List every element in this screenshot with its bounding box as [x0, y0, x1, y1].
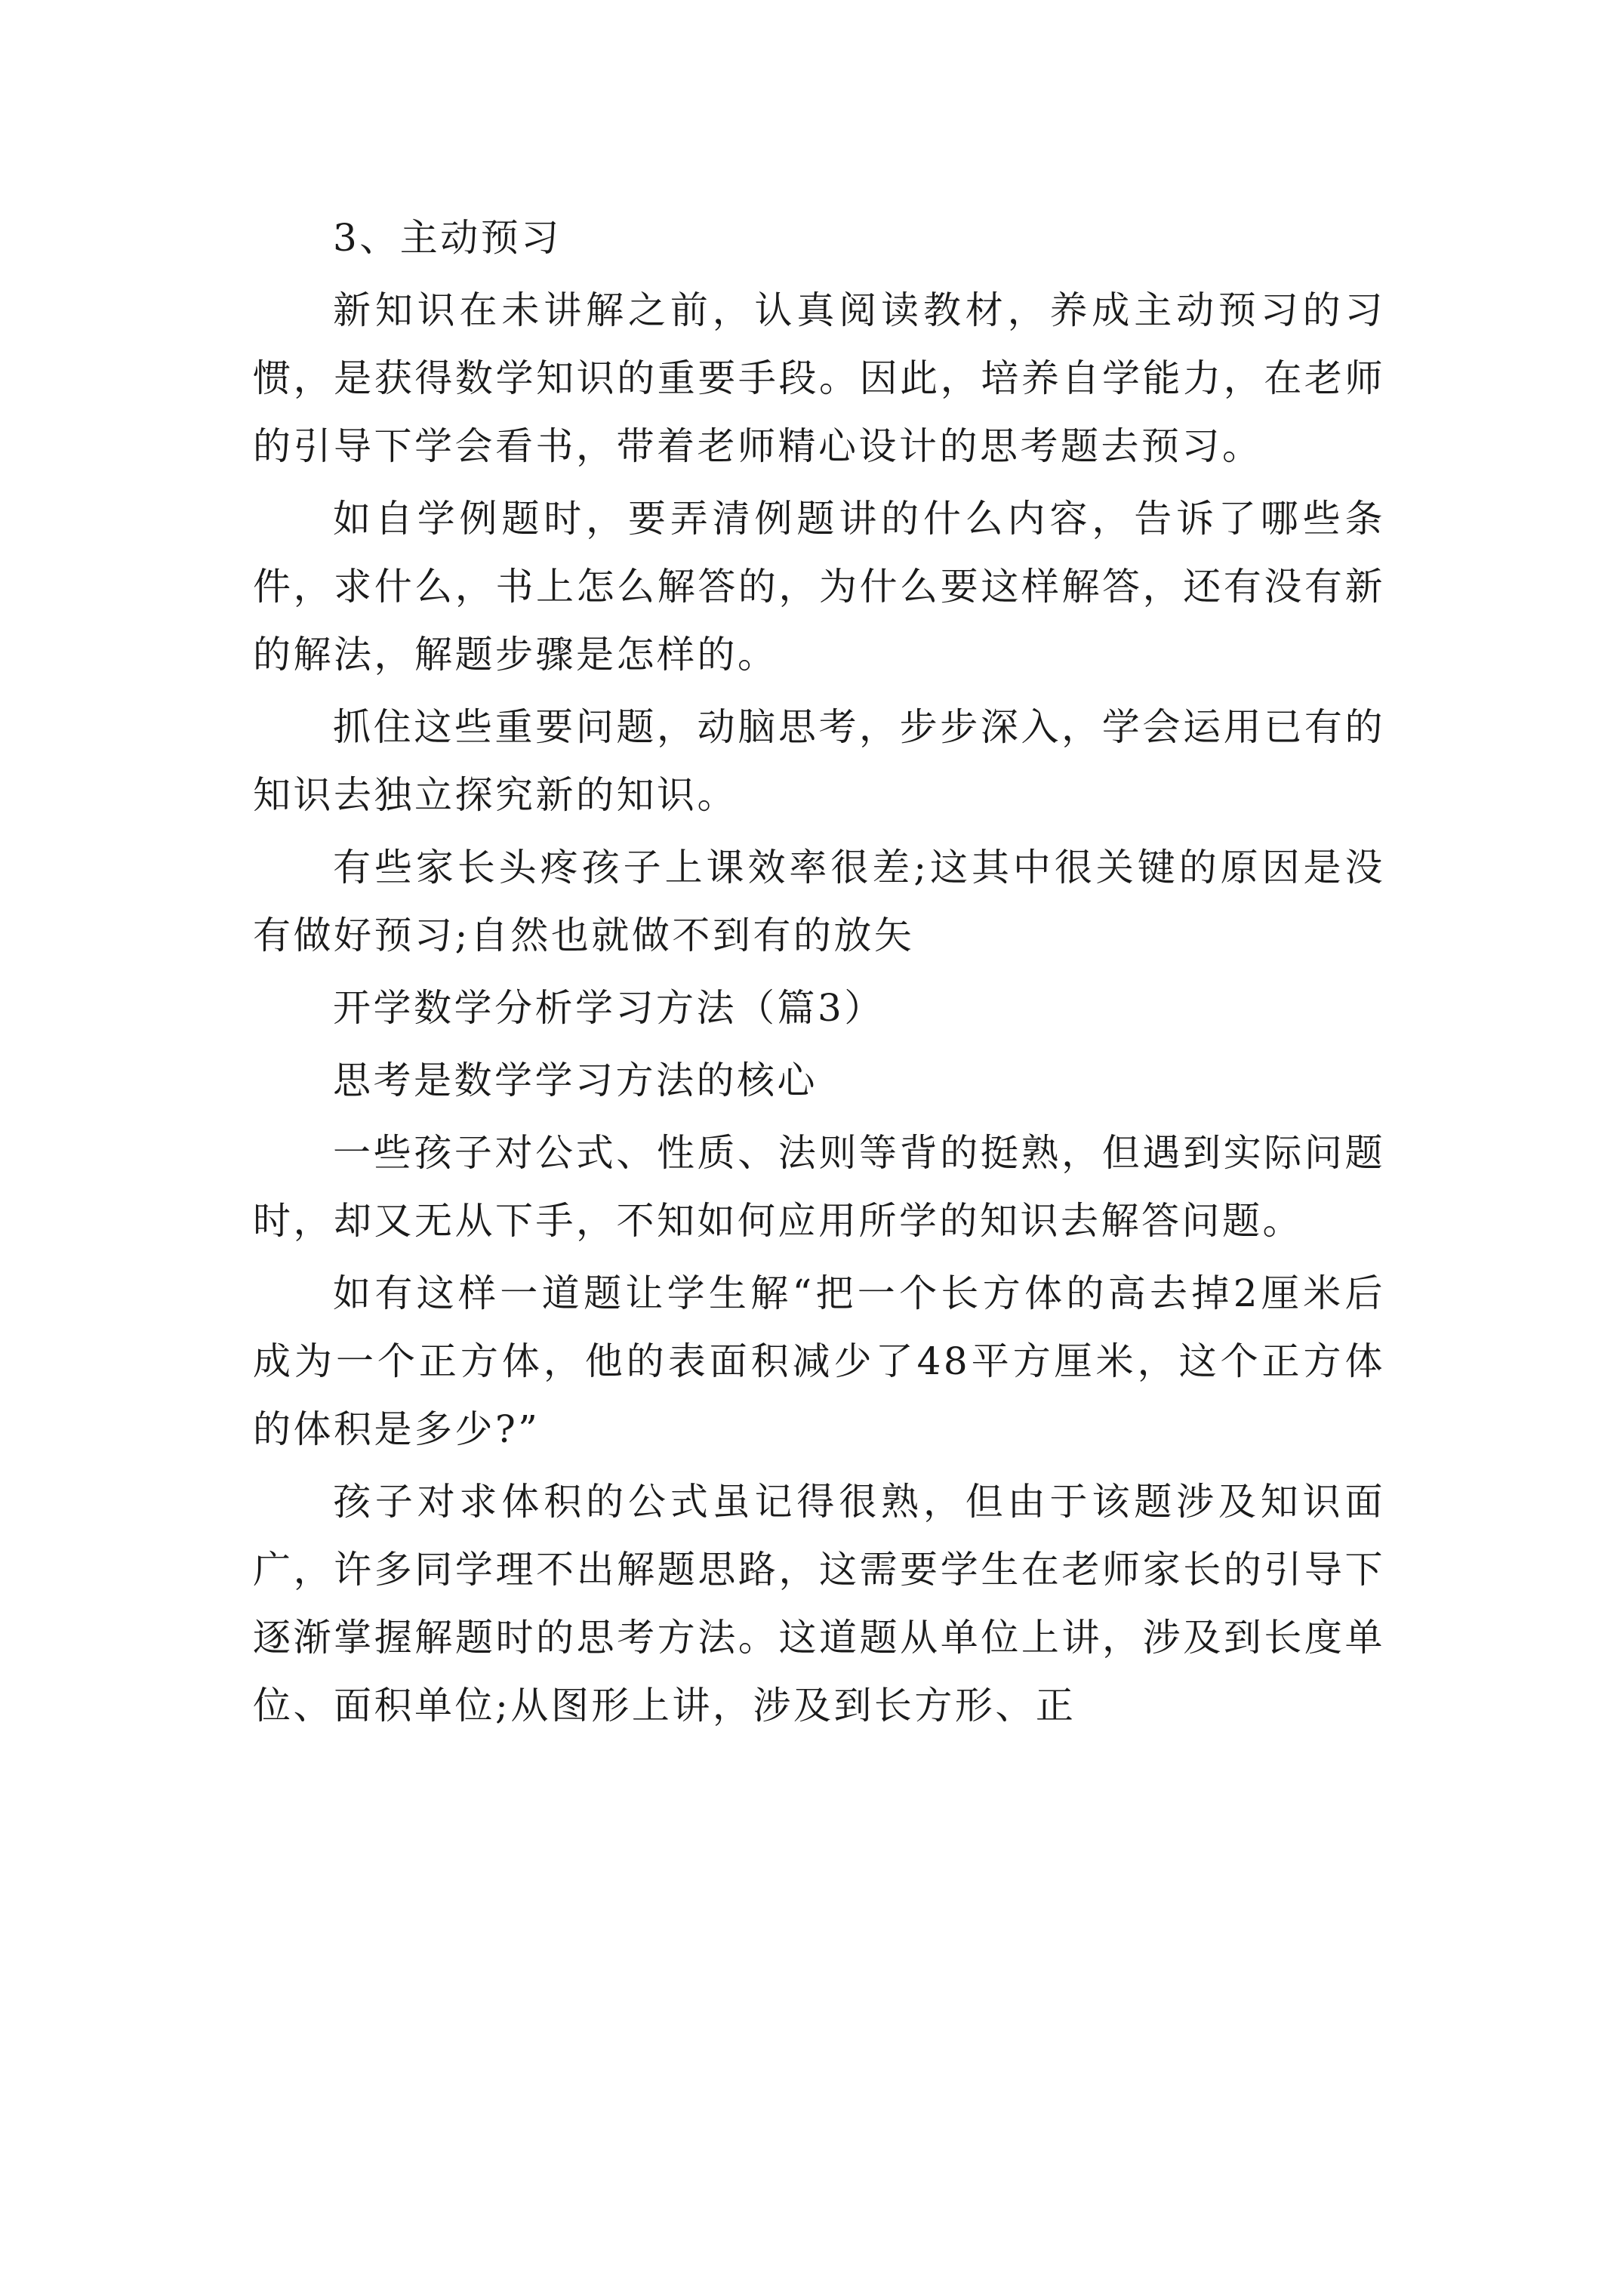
paragraph-key-questions: 抓住这些重要问题，动脑思考，步步深入，学会运用已有的知识去独立探究新的知识。 — [253, 705, 1385, 817]
section-heading-thinking-core: 思考是数学学习方法的核心 — [333, 1059, 818, 1102]
paragraph-cuboid-problem: 如有这样一道题让学生解“把一个长方体的高去掉2厘米后成为一个正方体，他的表面积减少了48平方厘米，这个正方体的体积是多少?” — [253, 1271, 1385, 1451]
article-title-part3: 开学数学分析学习方法（篇3） — [333, 986, 885, 1030]
paragraph-problem-analysis: 孩子对求体积的公式虽记得很熟，但由于该题涉及知识面广，许多同学理不出解题思路，这需要学生在老师家长的引导下逐渐掌握解题时的思考方法。这道题从单位上讲，涉及到长度单位、面积单位;从图形上讲，涉及到长方形、正 — [253, 1480, 1385, 1727]
paragraph-preview-habit: 新知识在未讲解之前，认真阅读教材，养成主动预习的习惯，是获得数学知识的重要手段。因此，培养自学能力，在老师的引导下学会看书，带着老师精心设计的思考题去预习。 — [253, 288, 1385, 468]
document-body — [253, 204, 1385, 1744]
paragraph-formula-memorization: 一些孩子对公式、性质、法则等背的挺熟，但遇到实际问题时，却又无从下手，不知如何应用所学的知识去解答问题。 — [253, 1131, 1385, 1243]
section-heading-active-preview: 3、主动预习 — [333, 216, 562, 260]
paragraph-parents-concern: 有些家长头疼孩子上课效率很差;这其中很关键的原因是没有做好预习;自然也就做不到有的放矢 — [253, 846, 1385, 957]
paragraph-example-study: 如自学例题时，要弄清例题讲的什么内容，告诉了哪些条件，求什么，书上怎么解答的，为什么要这样解答，还有没有新的解法，解题步骤是怎样的。 — [253, 497, 1385, 676]
